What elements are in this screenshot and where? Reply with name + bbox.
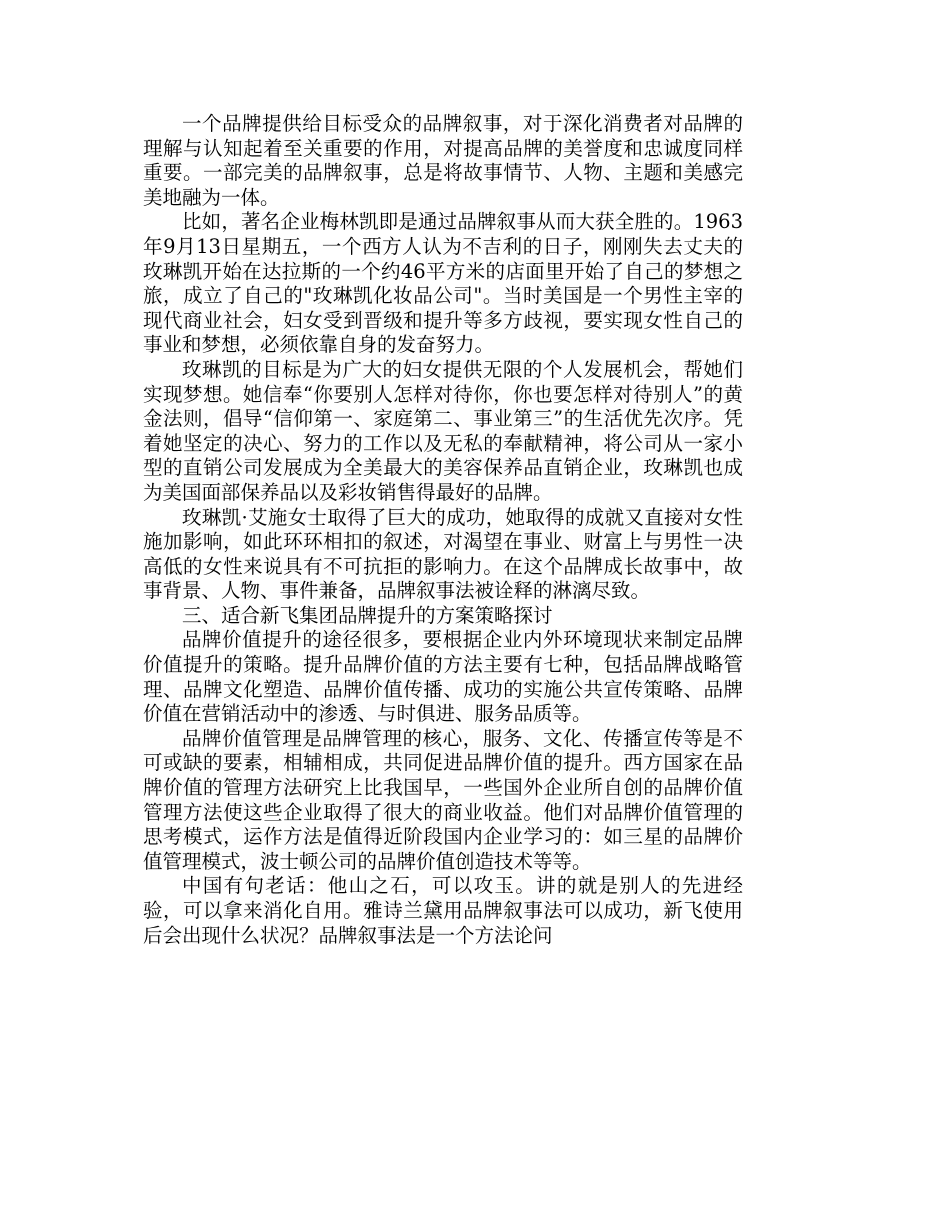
paragraph-chinese-saying: 中国有句老话：他山之石，可以攻玉。讲的就是别人的先进经验，可以拿来消化自用。雅诗兰黛用品牌叙事法可以成功，新飞使用后会出现什么状况？品牌叙事法是一个方法论问 [143, 874, 743, 947]
document-page [143, 112, 743, 948]
paragraph-marykay-success: 玫琳凯·艾施女士取得了巨大的成功，她取得的成就又直接对女性施加影响，如此环环相扣的叙述，对渴望在事业、财富上与男性一决高低的女性来说具有不可抗拒的影响力。在这个品牌成长故事中，故事背景、人物、事件兼备，品牌叙事法被诠释的淋漓尽致。 [143, 505, 743, 603]
paragraph-value-paths: 品牌价值提升的途径很多，要根据企业内外环境现状来制定品牌价值提升的策略。提升品牌价值的方法主要有七种，包括品牌战略管理、品牌文化塑造、品牌价值传播、成功的实施公共宣传策略、品牌价值在营销活动中的渗透、与时俱进、服务品质等。 [143, 628, 743, 726]
paragraph-marykay-example: 比如，著名企业梅林凯即是通过品牌叙事从而大获全胜的。1963年9月13日星期五，一个西方人认为不吉利的日子，刚刚失去丈夫的玫琳凯开始在达拉斯的一个约46平方米的店面里开始了自己的梦想之旅，成立了自己的"玫琳凯化妆品公司"。当时美国是一个男性主宰的现代商业社会，妇女受到晋级和提升等多方歧视，要实现女性自己的事业和梦想，必须依靠自身的发奋努力。 [143, 210, 743, 357]
paragraph-brand-narrative: 一个品牌提供给目标受众的品牌叙事，对于深化消费者对品牌的理解与认知起着至关重要的作用，对提高品牌的美誉度和忠诚度同样重要。一部完美的品牌叙事，总是将故事情节、人物、主题和美感完美地融为一体。 [143, 112, 743, 209]
paragraph-marykay-goal: 玫琳凯的目标是为广大的妇女提供无限的个人发展机会，帮她们实现梦想。她信奉“你要别人怎样对待你，你也要怎样对待别人”的黄金法则，倡导“信仰第一、家庭第二、事业第三”的生活优先次序。凭着她坚定的决心、努力的工作以及无私的奉献精神，将公司从一家小型的直销公司发展成为全美最大的美容保养品直销企业，玫琳凯也成为美国面部保养品以及彩妆销售得最好的品牌。 [143, 357, 743, 504]
section-heading: 三、适合新飞集团品牌提升的方案策略探讨 [182, 603, 553, 627]
paragraph-value-management: 品牌价值管理是品牌管理的核心，服务、文化、传播宣传等是不可或缺的要素，相辅相成，共同促进品牌价值的提升。西方国家在品牌价值的管理方法研究上比我国早，一些国外企业所自创的品牌价值管理方法使这些企业取得了很大的商业收益。他们对品牌价值管理的思考模式，运作方法是值得近阶段国内企业学习的：如三星的品牌价值管理模式，波士顿公司的品牌价值创造技术等等。 [143, 726, 743, 873]
